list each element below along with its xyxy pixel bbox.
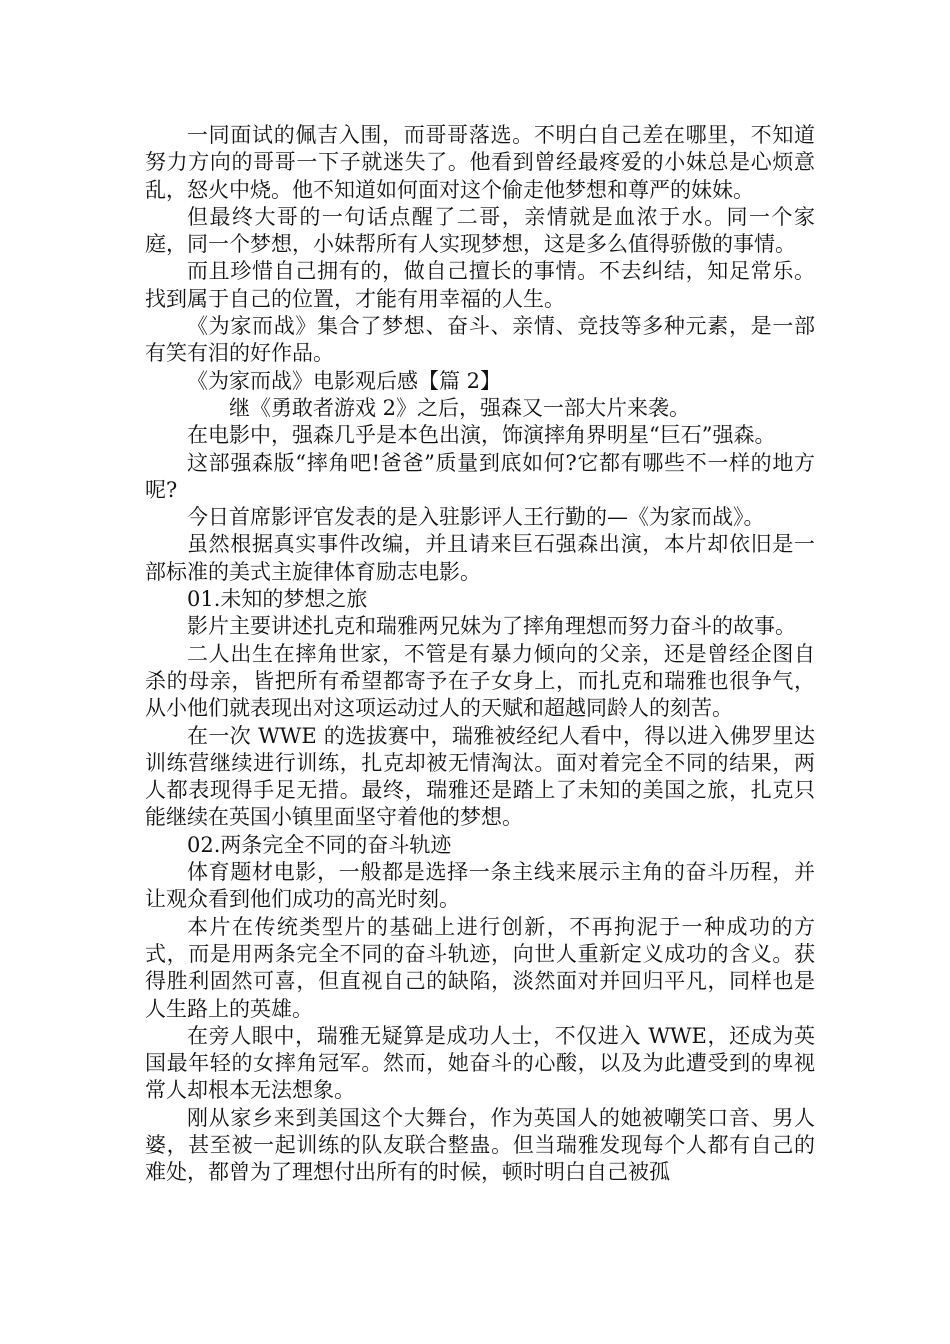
paragraph-12: 影片主要讲述扎克和瑞雅两兄妹为了摔角理想而努力奋斗的故事。 (187, 614, 796, 639)
paragraph-4: 《为家而战》集合了梦想、奋斗、亲情、竞技等多种元素，是一部有笑有泪的好作品。 (145, 314, 815, 366)
paragraph-7: 在电影中，强森几乎是本色出演，饰演摔角界明星“巨石”强森。 (187, 423, 776, 448)
subheading-02: 02.两条完全不同的奋斗轨迹 (187, 832, 452, 857)
paragraph-2: 但最终大哥的一句话点醒了二哥，亲情就是血浓于水。同一个家庭，同一个梦想，小妹帮所有人实现梦想，这是多么值得骄傲的事情。 (145, 204, 815, 257)
subheading-01: 01.未知的梦想之旅 (187, 587, 368, 612)
paragraph-18: 在旁人眼中，瑞雅无疑算是成功人士，不仅进入 WWE，还成为英国最年轻的女摔角冠军。然而，她奋斗的心酸，以及为此遭受到的卑视常人却根本无法想象。 (145, 1023, 815, 1103)
paragraph-3: 而且珍惜自己拥有的，做自己擅长的事情。不去纠结，知足常乐。找到属于自己的位置，才能有用幸福的人生。 (145, 259, 815, 311)
paragraph-10: 虽然根据真实事件改编，并且请来巨石强森出演，本片却依旧是一部标准的美式主旋律体育励志电影。 (145, 532, 815, 584)
body-text (145, 122, 815, 1187)
paragraph-16: 体育题材电影，一般都是选择一条主线来展示主角的奋斗历程，并让观众看到他们成功的高光时刻。 (145, 860, 815, 912)
paragraph-8: 这部强森版“摔角吧!爸爸”质量到底如何?它都有哪些不一样的地方呢? (145, 450, 815, 502)
paragraph-17: 本片在传统类型片的基础上进行创新，不再拘泥于一种成功的方式，而是用两条完全不同的奋斗轨迹，向世人重新定义成功的含义。获得胜利固然可喜，但直视自己的缺陷，淡然面对并回归平凡，同样也是人生路上的英雄。 (145, 914, 815, 1021)
paragraph-19: 刚从家乡来到美国这个大舞台，作为英国人的她被嘲笑口音、男人婆，甚至被一起训练的队友联合整蛊。但当瑞雅发现每个人都有自己的难处，都曾为了理想付出所有的时候，顿时明白自己被孤 (145, 1105, 815, 1185)
paragraph-9: 今日首席影评官发表的是入驻影评人王行勤的—《为家而战》。 (187, 505, 765, 530)
paragraph-6: 继《勇敢者游戏 2》之后，强森又一部大片来袭。 (229, 395, 691, 420)
paragraph-14: 在一次 WWE 的选拔赛中，瑞雅被经纪人看中，得以进入佛罗里达训练营继续进行训练，扎克却被无情淘汰。面对着完全不同的结果，两人都表现得手足无措。最终，瑞雅还是踏上了未知的美国之旅，扎克只能继续在英国小镇里面坚守着他的梦想。 (145, 723, 815, 830)
paragraph-1: 一同面试的佩吉入围，而哥哥落选。不明白自己差在哪里，不知道努力方向的哥哥一下子就迷失了。他看到曾经最疼爱的小妹总是心烦意乱，怒火中烧。他不知道如何面对这个偷走他梦想和尊严的妹妹。 (145, 123, 815, 202)
paragraph-13: 二人出生在摔角世家，不管是有暴力倾向的父亲，还是曾经企图自杀的母亲，皆把所有希望都寄予在子女身上，而扎克和瑞雅也很争气，从小他们就表现出对这项运动过人的天赋和超越同龄人的刻苦。 (145, 641, 815, 721)
section-heading-part-2: 《为家而战》电影观后感【篇 2】 (187, 368, 502, 393)
